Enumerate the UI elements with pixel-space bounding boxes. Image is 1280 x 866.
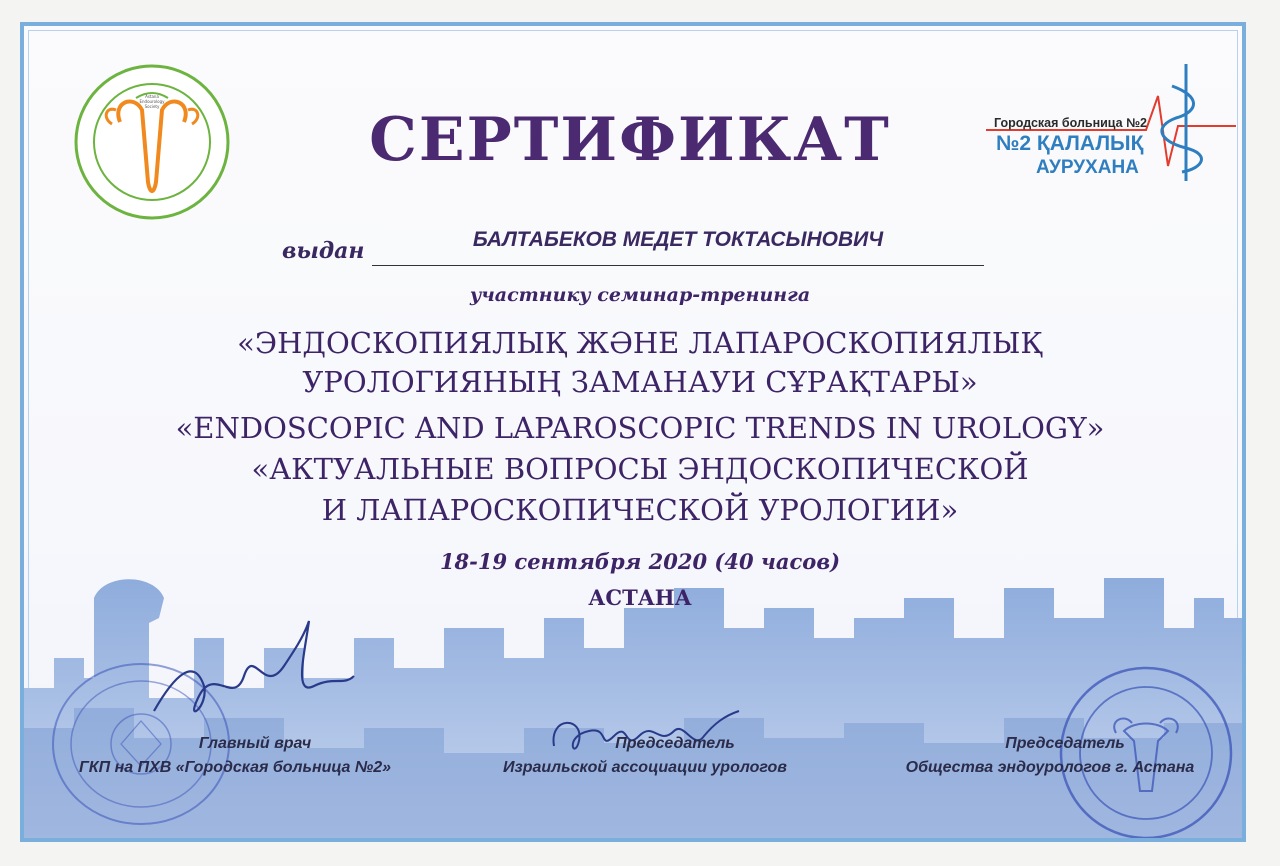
signature-role: Председатель: [615, 735, 735, 752]
issued-to-label: выдан: [282, 238, 365, 264]
city-hospital-2-logo: [986, 56, 1236, 186]
seminar-date: 18-19 сентября 2020 (40 часов): [439, 549, 841, 574]
hospital-logo-line1: №2 ҚАЛАЛЫҚ: [996, 132, 1144, 155]
recipient-name: БАЛТАБЕКОВ МЕДЕТ ТОКТАСЫНОВИЧ: [472, 228, 884, 251]
signature-block-israeli-association: [465, 735, 825, 777]
signature-role: Председатель: [1005, 735, 1125, 752]
seminar-title-kz-line1: «ЭНДОСКОПИЯЛЫҚ ЖӘНЕ ЛАПАРОСКОПИЯЛЫҚ: [237, 326, 1043, 360]
participant-line: участнику семинар-тренинга: [469, 284, 811, 306]
seminar-city: АСТАНА: [588, 585, 692, 610]
endourology-society-logo: [72, 62, 232, 222]
seminar-title-ru-line2: И ЛАПАРОСКОПИЧЕСКОЙ УРОЛОГИИ»: [321, 493, 959, 527]
left-handwritten-signature: [144, 616, 364, 746]
hospital-logo-line2: АУРУХАНА: [1036, 157, 1139, 178]
signature-block-chief-doctor: [30, 735, 440, 777]
seminar-title-en: «ENDOSCOPIC AND LAPAROSCOPIC TRENDS IN UROLOGY»: [175, 411, 1105, 445]
certificate-title: СЕРТИФИКАТ: [369, 105, 891, 175]
recipient-underline: [372, 265, 984, 266]
signature-org: Общества эндоурологов г. Астана: [905, 759, 1195, 776]
signature-block-endourology-society: [870, 735, 1230, 777]
hospital-logo-small-text: Городская больница №2: [994, 116, 1147, 130]
left-logo-center-text: Astana Endourology Society: [139, 94, 165, 109]
signature-org: Израильской ассоциации урологов: [503, 759, 787, 776]
seminar-title-kz-line2: УРОЛОГИЯНЫҢ ЗАМАНАУИ СҰРАҚТАРЫ»: [302, 365, 978, 399]
seminar-title-ru-line1: «АКТУАЛЬНЫЕ ВОПРОСЫ ЭНДОСКОПИЧЕСКОЙ: [251, 452, 1029, 486]
signature-role: Главный врач: [198, 735, 312, 752]
signature-org: ГКП на ПХВ «Городская больница №2»: [78, 759, 392, 776]
